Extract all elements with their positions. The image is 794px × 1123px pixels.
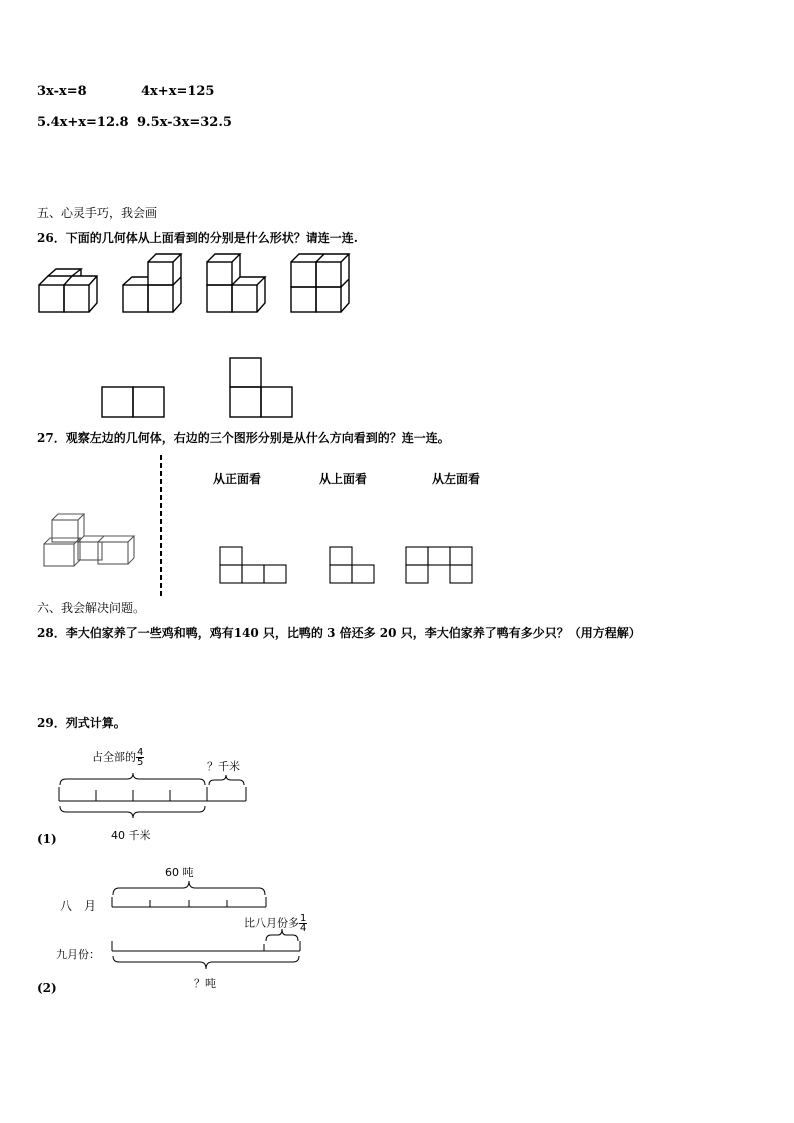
question-26: 26．下面的几何体从上面看到的分别是什么形状？请连一连. <box>37 231 358 245</box>
part2-frac-num: 1 <box>300 913 307 924</box>
question-28: 28．李大伯家养了一些鸡和鸭，鸡有140 只，比鸭的 3 倍还多 20 只，李大伯家养了鸭有多少只？（用方程解） <box>37 626 641 640</box>
part2-label: (2) <box>37 981 57 995</box>
question-27: 27．观察左边的几何体，右边的三个图形分别是从什么方向看到的？连一连。 <box>37 431 450 445</box>
view-label-left: 从左面看 <box>432 472 481 486</box>
view-label-top: 从上面看 <box>319 472 368 486</box>
part2-more-text: 比八月份多 <box>244 916 299 930</box>
part2-unknown: ？吨 <box>194 977 216 990</box>
question-29: 29．列式计算。 <box>37 716 126 730</box>
part1-bottom-label: 40 千米 <box>111 829 151 842</box>
part2-top-label: 60 吨 <box>165 866 194 879</box>
section-6-title: 六、我会解决问题。 <box>37 601 146 615</box>
section-5-title: 五、心灵手巧，我会画 <box>37 206 158 220</box>
part1-frac-den: 5 <box>137 757 144 768</box>
equation-2: 4x+x=125 <box>141 84 215 99</box>
part1-frac-num: 4 <box>137 747 144 758</box>
part1-top-text: 占全部的 <box>92 750 136 764</box>
part2-frac-den: 4 <box>300 923 307 934</box>
equation-4: 9.5x-3x=32.5 <box>137 115 232 130</box>
part1-label: (1) <box>37 832 57 846</box>
equation-3: 5.4x+x=12.8 <box>37 115 129 130</box>
part1-unknown: ？千米 <box>207 760 240 773</box>
part2-september-label: 九月份： <box>56 948 100 961</box>
equation-1: 3x-x=8 <box>37 84 87 99</box>
view-label-front: 从正面看 <box>213 472 262 486</box>
part2-august-label: 八 月 <box>60 899 97 913</box>
